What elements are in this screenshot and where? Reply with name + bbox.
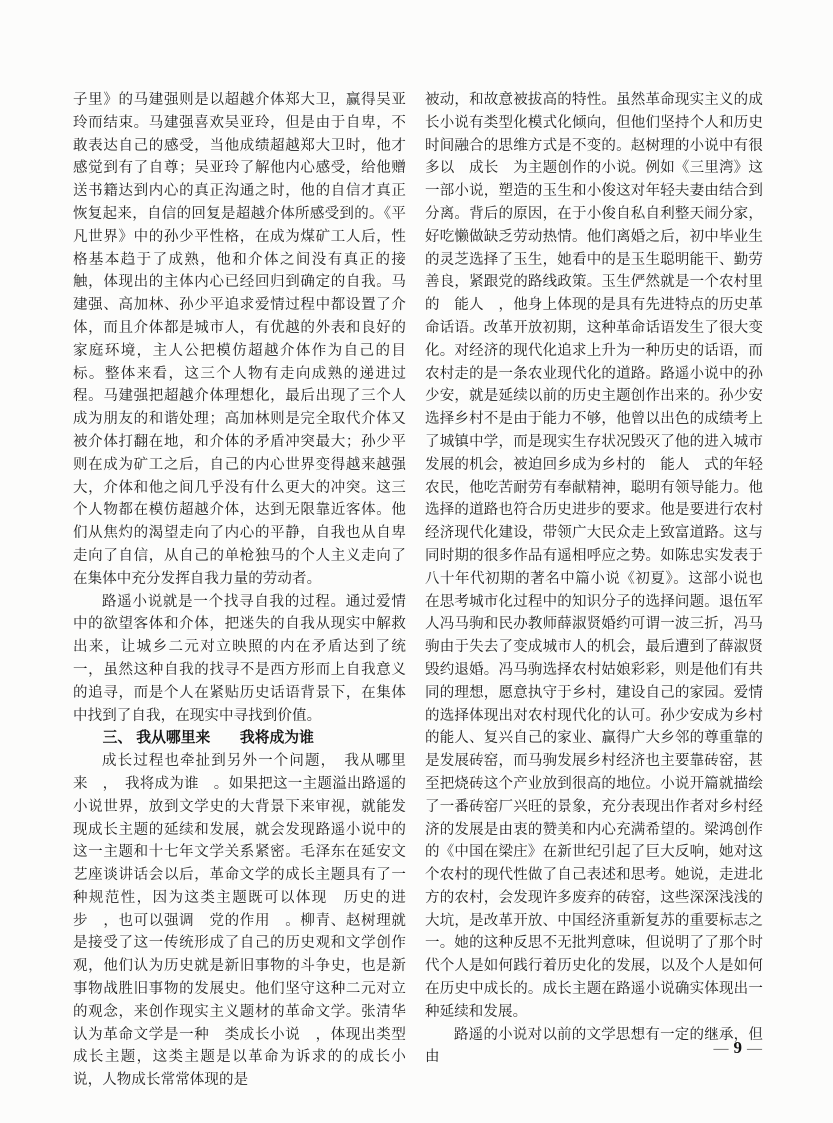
paragraph: 成长过程也牵扯到另外一个问题， 我从哪里来 ， 我将成为谁 。如果把这一主题溢出路遥的小说世界，放到文学史的大背景下来审视，就能发现成长主题的延续和发展，就会发现路遥小说中的这一主题和十七年文学关系紧密。毛泽东在延安文艺座谈讲话会以后，革命文学的成长主题具有了一种规范性，因为这类主题既可以体现 历史的进步 ，也可以强调 党的作用 。柳青、赵树理就是接受了这一传统形成了自己的历史观和文学创作观，他们认为历史就是新旧事物的斗争史，也是新事物战胜旧事物的发展史。他们坚守这种二元对立的观念，来创作现实主义题材的革命文学。张清华认为革命文学是一种 类成长小说 ，体现出类型成长主题，这类主题是以革命为诉求的的成长小说，人物成长常常体现的是 (73, 753, 406, 1089)
paragraph-continuation: 被动，和故意被拔高的特性。虽然革命现实主义的成长小说有类型化模式化倾向，但他们坚持个人和历史时间融合的思维方式是不变的。赵树理的小说中有很多以 成长 为主题创作的小说。例如《三里湾》这一部小说，塑造的玉生和小俊这对年轻夫妻由结合到分离。背后的原因，在于小俊自私自利整天闹分家，好吃懒做缺乏劳动热情。他们离婚之后，初中毕业生的灵芝选择了玉生，她看中的是玉生聪明能干、勤劳善良，紧跟党的路线政策。玉生俨然就是一个农村里的 能人 ，他身上体现的是具有先进特点的历史革命话语。改革开放初期，这种革命话语发生了很大变化。对经济的现代化追求上升为一种历史的话语，而农村走的是一条农业现代化的道路。路遥小说中的孙少安，就是延续以前的历史主题创作出来的。孙少安选择乡村不是由于能力不够，他曾以出色的成绩考上了城镇中学，而是现实生存状况毁灭了他的进入城市发展的机会，被迫回乡成为乡村的 能人 式的年轻农民，他吃苦耐劳有奉献精神，聪明有领导能力。他选择的道路也符合历史进步的要求。他是要进行农村经济现代化建设，带领广大民众走上致富道路。这与同时期的很多作品有遥相呼应之势。如陈忠实发表于八十年代初期的著名中篇小说《初夏》。这部小说也在思考城市化过程中的知识分子的选择问题。退伍军人冯马驹和民办教师薛淑贤婚约可谓一波三折，冯马驹由于失去了变成城市人的机会，最后遭到了薛淑贤毁约退婚。冯马驹选择农村姑娘彩彩，则是他们有共同的理想，愿意执守于乡村，建设自己的家园。爱情的选择体现出对农村现代化的认可。孙少安成为乡村的能人、复兴自己的家业、赢得广大乡邻的尊重靠的是发展砖窑，而马驹发展乡村经济也主要靠砖窑，甚至把烧砖这个产业放到很高的地位。小说开篇就描绘了一番砖窑厂兴旺的景象，充分表现出作者对乡村经济的发展是由衷的赞美和内心充满希望的。梁鸿创作的《中国在梁庄》在新世纪引起了巨大反响，她对这个农村的现代性做了自己表述和思考。她说，走进北方的农村，会发现许多废弃的砖窑，这些深深浅浅的大坑，是改革开放、中国经济重新复苏的重要标志之一。她的这种反思不无批判意味，但说明了了那个时代个人是如何践行着历史化的发展，以及个人是如何在历史中成长的。成长主题在路遥小说确实体现出一种延续和发展。 (425, 92, 763, 1020)
paragraph-continuation: 子里》的马建强则是以超越介体郑大卫，赢得吴亚玲而结束。马建强喜欢吴亚玲，但是由于自卑，不敢表达自己的感受，当他成绩超越郑大卫时，他才感觉到有了自尊；吴亚玲了解他内心感受，给他赠送书籍达到内心的真正沟通之时，他的自信才真正恢复起来，自信的回复是超越介体所感受到的。《平凡世界》中的孙少平性格，在成为煤矿工人后，性格基本趋于了成熟，他和介体之间没有真正的接触，体现出的主体内心已经回归到确定的自我。马建强、高加林、孙少平追求爱情过程中都设置了介体，而且介体都是城市人，有优越的外表和良好的家庭环境，主人公把模仿超越介体作为自己的目标。整体来看，这三个人物有走向成熟的递进过程。马建强把超越介体理想化，最后出现了三个人成为朋友的和谐处理；高加林则是完全取代介体又被介体打翻在地，和介体的矛盾冲突最大；孙少平则在成为矿工之后，自己的内心世界变得越来越强大，介体和他之间几乎没有什么更大的冲突。这三个人物都在模仿超越介体，达到无限靠近客体。他们从焦灼的渴望走向了内心的平静，自我也从自卑走向了自信，从自己的单枪独马的个人主义走向了在集体中充分发挥自我力量的劳动者。 (73, 92, 406, 587)
right-column (425, 89, 763, 1092)
section-heading: 三、 我从哪里来 我将成为谁 (102, 730, 314, 747)
paragraph: 路遥小说就是一个找寻自我的过程。通过爱情中的欲望客体和介体，把迷失的自我从现实中解救出来，让城乡二元对立映照的内在矛盾达到了统一，虽然这种自我的找寻不是西方形而上自我意义的追寻，而是个人在紧贴历史话语背景下，在集体中找到了自我，在现实中寻找到价值。 (73, 593, 406, 724)
page-number-value: 9 (733, 1038, 743, 1057)
paragraph: 路遥的小说对以前的文学思想有一定的继承，但由 (425, 1026, 763, 1066)
page-footer (0, 1036, 763, 1061)
text-columns (73, 89, 763, 1092)
page-number-dash-left: — (713, 1041, 730, 1057)
page-number-dash-right: — (747, 1041, 763, 1057)
left-column (73, 89, 406, 1092)
